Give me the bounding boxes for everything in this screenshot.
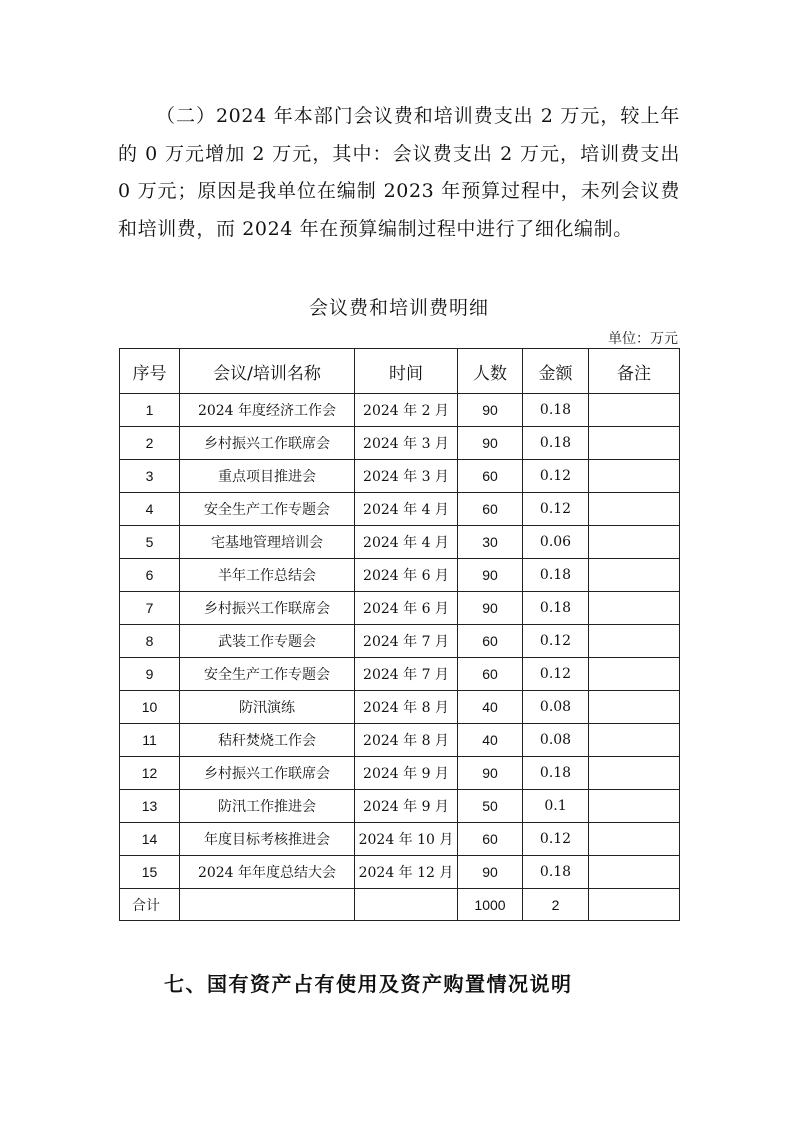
table-row (120, 493, 680, 526)
cell-people: 90 (458, 592, 523, 625)
cell-people: 60 (458, 493, 523, 526)
table-header-row (120, 349, 680, 394)
cell-note (589, 823, 680, 856)
cell-time: 2024 年 7 月 (355, 625, 458, 658)
cell-name: 2024 年年度总结大会 (180, 856, 355, 889)
cell-note (589, 559, 680, 592)
cell-people: 60 (458, 625, 523, 658)
cell-people: 90 (458, 856, 523, 889)
cell-people: 90 (458, 559, 523, 592)
cell-amount: 0.12 (523, 625, 589, 658)
cell-note (589, 658, 680, 691)
cell-amount: 0.08 (523, 691, 589, 724)
cell-seq: 5 (120, 526, 180, 559)
cell-note (589, 625, 680, 658)
table-row (120, 823, 680, 856)
total-label: 合计 (120, 889, 180, 921)
cell-time: 2024 年 6 月 (355, 592, 458, 625)
expense-detail-table (119, 348, 680, 921)
table-row (120, 625, 680, 658)
cell-seq: 7 (120, 592, 180, 625)
cell-amount: 0.18 (523, 559, 589, 592)
total-people-cell: 1000 (458, 889, 523, 921)
cell-name: 宅基地管理培训会 (180, 526, 355, 559)
cell-amount: 0.12 (523, 493, 589, 526)
cell-time: 2024 年 6 月 (355, 559, 458, 592)
table-title: 会议费和培训费明细 (308, 297, 489, 319)
table-row (120, 526, 680, 559)
cell-time: 2024 年 8 月 (355, 724, 458, 757)
table-row (120, 790, 680, 823)
body-paragraph: （二）2024 年本部门会议费和培训费支出 2 万元，较上年的 0 万元增加 2 万元，其中：会议费支出 2 万元，培训费支出 0 万元；原因是我单位在编制 2023 年预算过程中，未列会议费和培训费，而 2024 年在预算编制过程中进行了细化编制。 (118, 105, 680, 240)
header-amount: 金额 (523, 349, 589, 394)
cell-name: 安全生产工作专题会 (180, 658, 355, 691)
cell-note (589, 724, 680, 757)
table-row (120, 691, 680, 724)
cell-people: 60 (458, 460, 523, 493)
total-note-cell (589, 889, 680, 921)
total-time-cell (355, 889, 458, 921)
cell-name: 武装工作专题会 (180, 625, 355, 658)
table-row (120, 757, 680, 790)
cell-amount: 0.18 (523, 394, 589, 427)
cell-seq: 3 (120, 460, 180, 493)
cell-note (589, 691, 680, 724)
cell-seq: 9 (120, 658, 180, 691)
cell-people: 90 (458, 427, 523, 460)
table-row (120, 460, 680, 493)
cell-name: 防汛工作推进会 (180, 790, 355, 823)
cell-amount: 0.12 (523, 823, 589, 856)
cell-note (589, 460, 680, 493)
cell-name: 重点项目推进会 (180, 460, 355, 493)
table-total-row (120, 889, 680, 921)
cell-name: 安全生产工作专题会 (180, 493, 355, 526)
cell-time: 2024 年 9 月 (355, 790, 458, 823)
cell-amount: 0.1 (523, 790, 589, 823)
cell-seq: 1 (120, 394, 180, 427)
cell-people: 40 (458, 691, 523, 724)
cell-name: 乡村振兴工作联席会 (180, 757, 355, 790)
cell-amount: 0.18 (523, 427, 589, 460)
cell-note (589, 526, 680, 559)
cell-time: 2024 年 8 月 (355, 691, 458, 724)
cell-people: 90 (458, 757, 523, 790)
table-body (120, 394, 680, 889)
cell-time: 2024 年 3 月 (355, 427, 458, 460)
cell-name: 秸秆焚烧工作会 (180, 724, 355, 757)
cell-amount: 0.08 (523, 724, 589, 757)
cell-note (589, 427, 680, 460)
cell-time: 2024 年 12 月 (355, 856, 458, 889)
cell-note (589, 592, 680, 625)
total-amount-cell: 2 (523, 889, 589, 921)
table-row (120, 559, 680, 592)
cell-note (589, 493, 680, 526)
cell-amount: 0.12 (523, 460, 589, 493)
cell-note (589, 757, 680, 790)
cell-people: 50 (458, 790, 523, 823)
table-row (120, 658, 680, 691)
cell-people: 60 (458, 658, 523, 691)
cell-note (589, 790, 680, 823)
table-row (120, 856, 680, 889)
section-heading: 七、国有资产占有使用及资产购置情况说明 (164, 972, 573, 996)
header-note: 备注 (589, 349, 680, 394)
cell-seq: 13 (120, 790, 180, 823)
table-row (120, 427, 680, 460)
cell-people: 30 (458, 526, 523, 559)
cell-amount: 0.12 (523, 658, 589, 691)
cell-seq: 2 (120, 427, 180, 460)
cell-time: 2024 年 3 月 (355, 460, 458, 493)
cell-time: 2024 年 2 月 (355, 394, 458, 427)
header-time: 时间 (355, 349, 458, 394)
cell-time: 2024 年 10 月 (355, 823, 458, 856)
cell-people: 60 (458, 823, 523, 856)
header-name: 会议/培训名称 (180, 349, 355, 394)
cell-seq: 8 (120, 625, 180, 658)
cell-name: 半年工作总结会 (180, 559, 355, 592)
cell-amount: 0.18 (523, 592, 589, 625)
header-people: 人数 (458, 349, 523, 394)
cell-seq: 10 (120, 691, 180, 724)
table-unit-note: 单位：万元 (608, 331, 678, 347)
cell-name: 2024 年度经济工作会 (180, 394, 355, 427)
cell-time: 2024 年 4 月 (355, 526, 458, 559)
cell-name: 年度目标考核推进会 (180, 823, 355, 856)
cell-seq: 4 (120, 493, 180, 526)
header-seq: 序号 (120, 349, 180, 394)
cell-seq: 11 (120, 724, 180, 757)
cell-note (589, 394, 680, 427)
cell-name: 乡村振兴工作联席会 (180, 592, 355, 625)
table-row (120, 592, 680, 625)
cell-name: 防汛演练 (180, 691, 355, 724)
cell-seq: 14 (120, 823, 180, 856)
cell-amount: 0.18 (523, 856, 589, 889)
cell-seq: 15 (120, 856, 180, 889)
cell-seq: 6 (120, 559, 180, 592)
cell-people: 40 (458, 724, 523, 757)
cell-time: 2024 年 4 月 (355, 493, 458, 526)
cell-time: 2024 年 9 月 (355, 757, 458, 790)
cell-note (589, 856, 680, 889)
table-row (120, 724, 680, 757)
cell-time: 2024 年 7 月 (355, 658, 458, 691)
cell-people: 90 (458, 394, 523, 427)
cell-seq: 12 (120, 757, 180, 790)
cell-amount: 0.06 (523, 526, 589, 559)
total-name-cell (180, 889, 355, 921)
cell-name: 乡村振兴工作联席会 (180, 427, 355, 460)
cell-amount: 0.18 (523, 757, 589, 790)
table-row (120, 394, 680, 427)
